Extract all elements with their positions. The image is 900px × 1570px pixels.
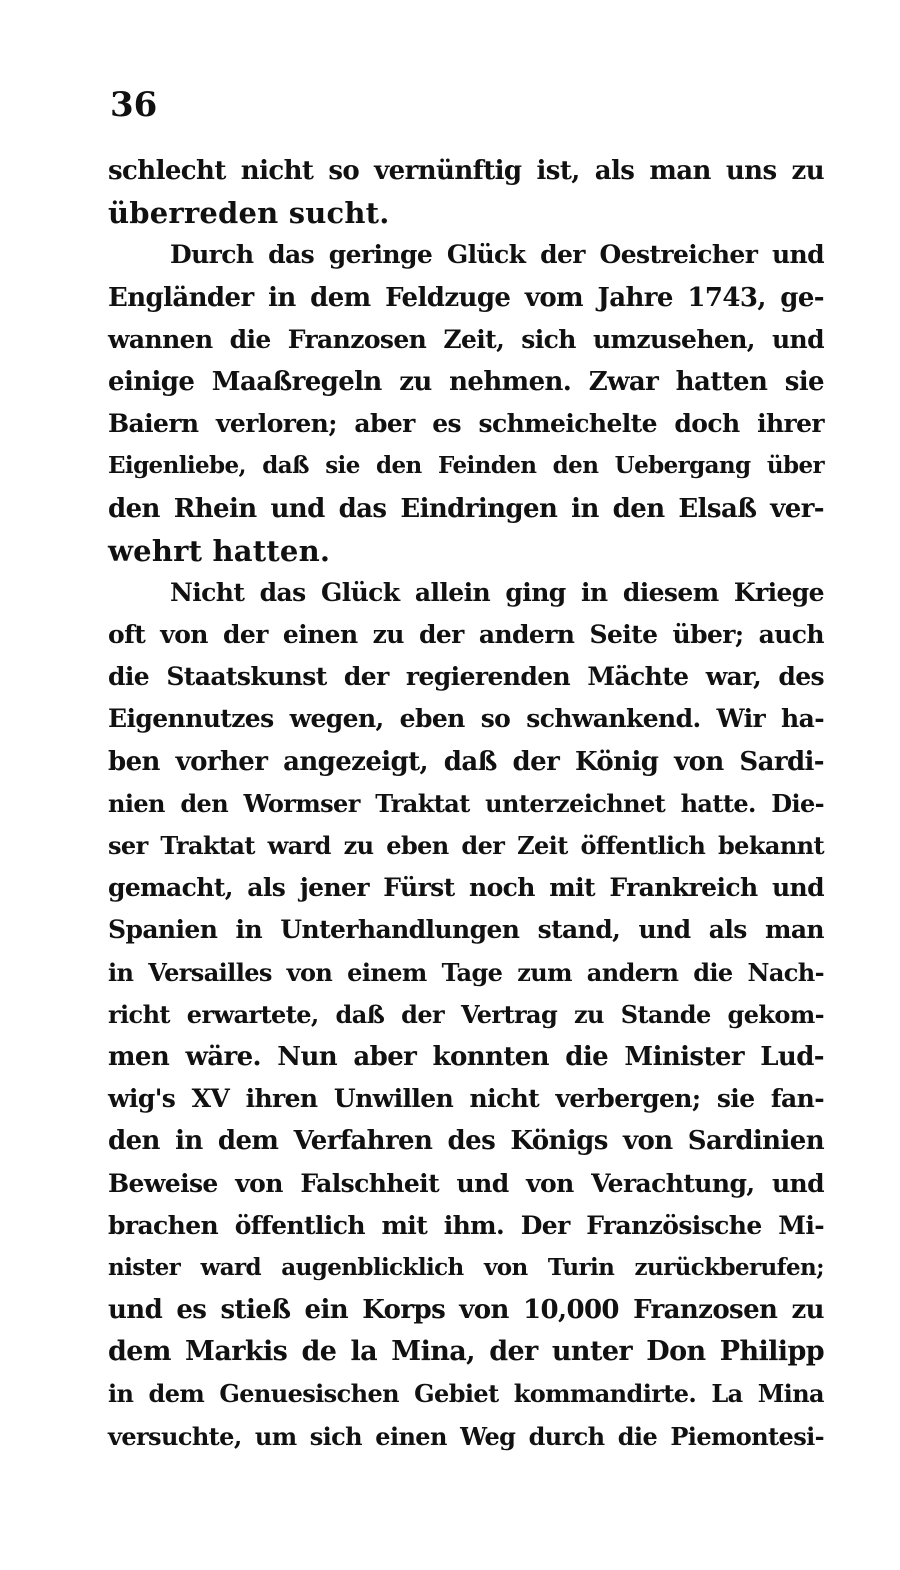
text-line: ser Traktat ward zu eben der Zeit öffentlich bekannt	[108, 831, 824, 860]
text-line: in dem Genuesischen Gebiet kommandirte. La Mina	[108, 1379, 824, 1409]
text-line: wannen die Franzosen Zeit, sich umzusehen, und	[108, 324, 824, 354]
text-line: richt erwartete, daß der Vertrag zu Stande gekom-	[108, 999, 824, 1029]
text-line: Spanien in Unterhandlungen stand, und als man	[108, 915, 824, 945]
text-line: gemacht, als jener Fürst noch mit Frankreich und	[108, 873, 824, 903]
text-line: Engländer in dem Feldzuge vom Jahre 1743, ge-	[108, 282, 824, 313]
text-line: men wäre. Nun aber konnten die Minister Lud-	[108, 1041, 824, 1072]
text-line: versuchte, um sich einen Weg durch die Piemontesi-	[108, 1421, 824, 1451]
text-line: den in dem Verfahren des Königs von Sardinien	[108, 1126, 824, 1157]
text-line: brachen öffentlich mit ihm. Der Französische Mi-	[108, 1210, 824, 1240]
text-line: nister ward augenblicklich von Turin zurückberufen;	[108, 1253, 824, 1281]
text-line: wig's XV ihren Unwillen nicht verbergen; sie fan-	[108, 1084, 824, 1114]
text-line: ben vorher angezeigt, daß der König von Sardi-	[108, 746, 824, 777]
text-line: den Rhein und das Eindringen in den Elsaß ver-	[108, 493, 824, 524]
text-line: nien den Wormser Traktat unterzeichnet hatte. Die-	[108, 788, 824, 818]
text-line: dem Markis de la Mina, der unter Don Philipp	[108, 1336, 824, 1368]
text-line: Baiern verloren; aber es schmeichelte doch ihrer	[108, 409, 824, 439]
text-line: schlecht nicht so vernünftig ist, als man uns zu	[108, 156, 824, 186]
text-line: Eigenliebe, daß sie den Feinden den Uebergang über	[108, 452, 824, 480]
text-line: Durch das geringe Glück der Oestreicher und	[170, 240, 824, 270]
text-line: Nicht das Glück allein ging in diesem Kriege	[170, 577, 824, 607]
body-text	[108, 150, 824, 1458]
text-line: und es stieß ein Korps von 10,000 Franzosen zu	[108, 1295, 824, 1326]
text-line: oft von der einen zu der andern Seite über; auch	[108, 620, 824, 650]
text-line: Eigennutzes wegen, eben so schwankend. Wir ha-	[108, 704, 824, 734]
text-line: in Versailles von einem Tage zum andern die Nach-	[108, 957, 824, 987]
page-number: 36	[110, 85, 158, 125]
text-line: Beweise von Falschheit und von Verachtung, und	[108, 1168, 824, 1198]
text-line: überreden sucht.	[108, 196, 390, 231]
text-line: die Staatskunst der regierenden Mächte war, des	[108, 662, 824, 692]
text-line: wehrt hatten.	[108, 533, 331, 568]
text-line: einige Maaßregeln zu nehmen. Zwar hatten sie	[108, 366, 824, 397]
